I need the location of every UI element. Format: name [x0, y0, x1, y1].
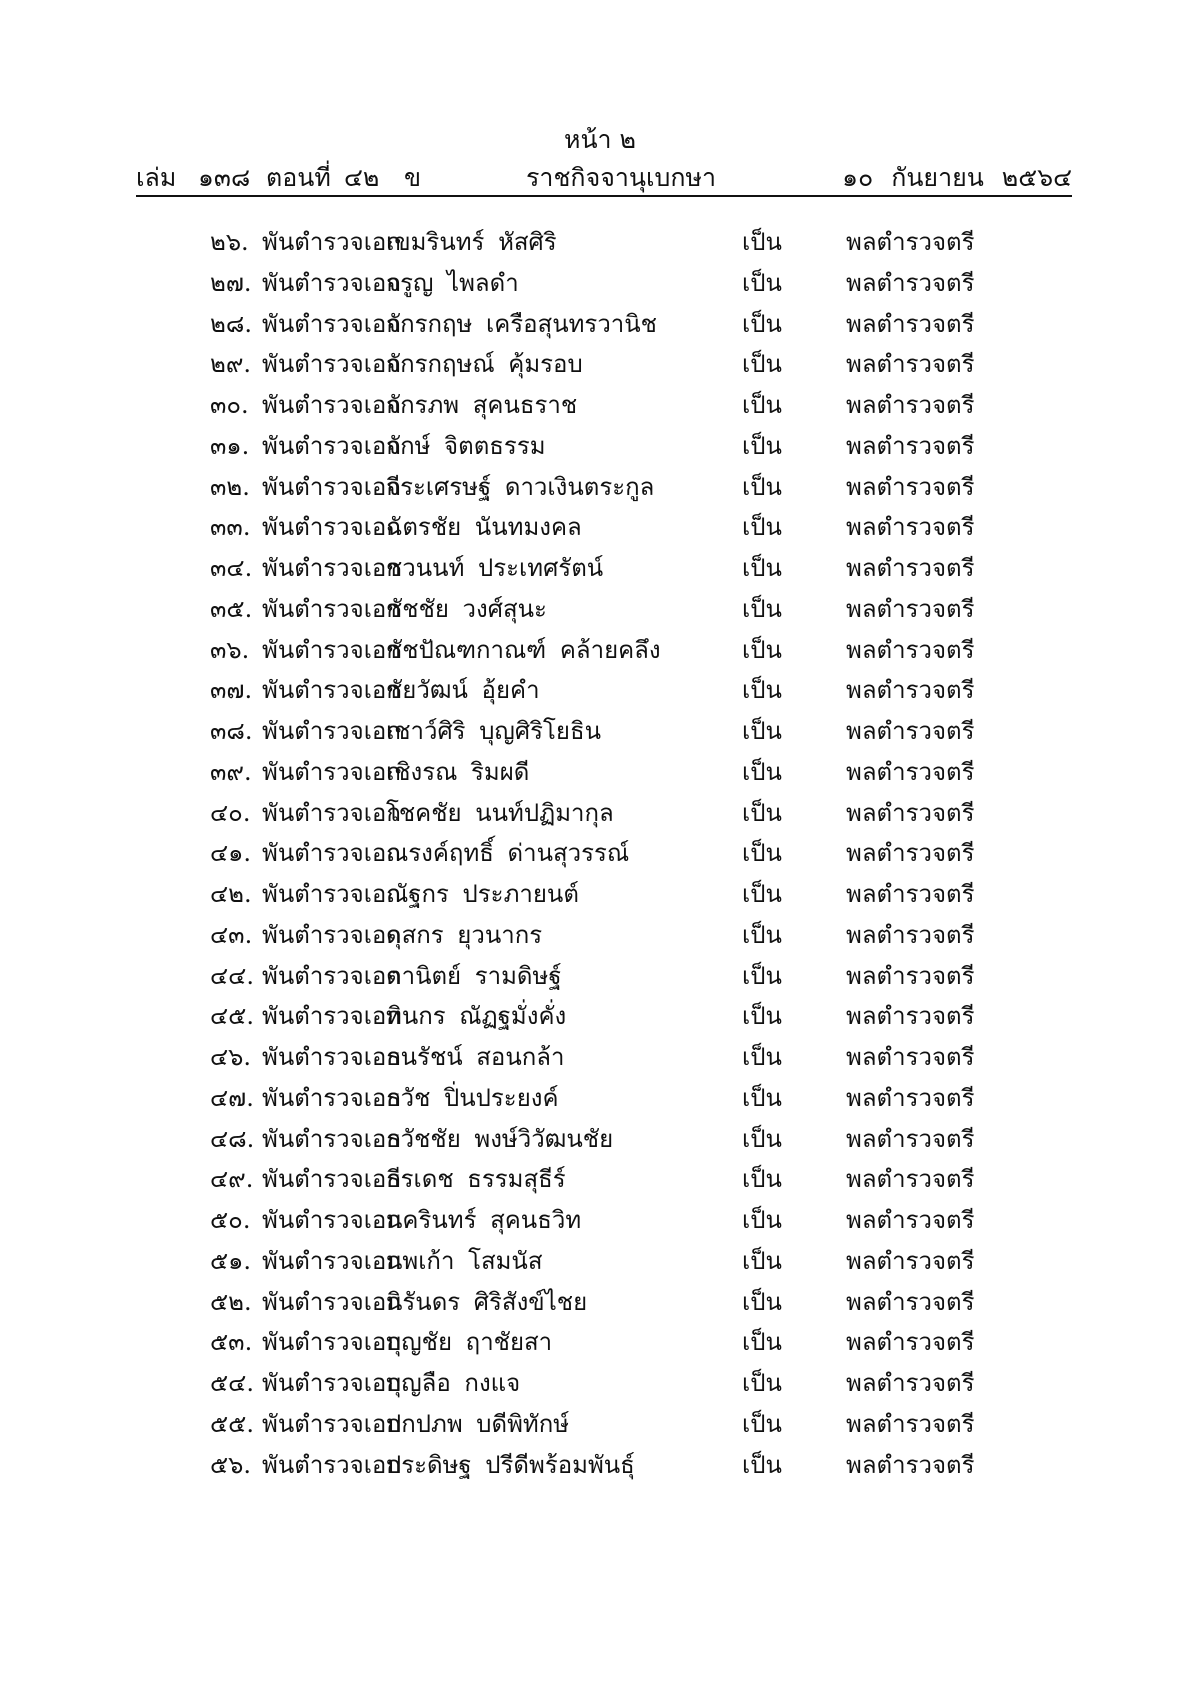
- entry-number: ๕๐.: [210, 1206, 251, 1234]
- officer-name: จักรภพ สุคนธราช: [386, 391, 578, 419]
- current-rank: พันตำรวจเอก: [262, 920, 401, 949]
- new-rank: พลตำรวจตรี: [846, 798, 975, 827]
- new-rank: พลตำรวจตรี: [846, 228, 975, 256]
- officer-name: ดุสกร ยุวนากร: [386, 920, 543, 949]
- officer-name: ปกปภพ บดีพิทักษ์: [386, 1409, 570, 1438]
- appointment-verb: เป็น: [742, 635, 782, 664]
- current-rank: พันตำรวจเอก: [262, 1165, 401, 1194]
- officer-name: เชิงรณ ริมผดี: [386, 757, 530, 786]
- new-rank: พลตำรวจตรี: [846, 880, 975, 908]
- new-rank: พลตำรวจตรี: [846, 635, 975, 664]
- entry-number: ๔๖.: [210, 1043, 252, 1071]
- entry-number: ๓๘.: [210, 717, 253, 745]
- officer-name: ธนรัชน์ สอนกล้า: [386, 1043, 565, 1071]
- current-rank: พันตำรวจเอก: [262, 554, 401, 582]
- officer-name: ณรงค์ฤทธิ์ ด่านสุวรรณ์: [386, 839, 630, 868]
- new-rank: พลตำรวจตรี: [846, 350, 975, 379]
- appointment-list: [0, 222, 1200, 1485]
- entry-number: ๓๕.: [210, 594, 253, 623]
- current-rank: พันตำรวจเอก: [262, 228, 401, 256]
- current-rank: พันตำรวจเอก: [262, 431, 401, 460]
- new-rank: พลตำรวจตรี: [846, 431, 975, 460]
- list-item: [0, 589, 1200, 630]
- list-item: [0, 1445, 1200, 1486]
- officer-name: โชคชัย นนท์ปฏิมากุล: [386, 798, 614, 827]
- officer-name: เชาว์ศิริ บุญศิริโยธิน: [386, 717, 602, 745]
- new-rank: พลตำรวจตรี: [846, 839, 975, 868]
- appointment-verb: เป็น: [742, 839, 782, 868]
- header-divider: [136, 195, 1072, 197]
- appointment-verb: เป็น: [742, 554, 782, 582]
- appointment-verb: เป็น: [742, 391, 782, 419]
- list-item: [0, 752, 1200, 793]
- page-number: หน้า ๒: [563, 125, 637, 154]
- gazette-header: [136, 158, 1072, 198]
- section-letter: ข: [404, 163, 422, 192]
- list-item: [0, 670, 1200, 711]
- officer-name: จักรกฤษ เครือสุนทรวานิช: [386, 309, 657, 338]
- entry-number: ๓๖.: [210, 635, 250, 664]
- officer-name: นิรันดร ศิริสังข์ไชย: [386, 1287, 588, 1316]
- new-rank: พลตำรวจตรี: [846, 391, 975, 419]
- officer-name: เขมรินทร์ หัสศิริ: [386, 228, 557, 256]
- officer-name: นพเก้า โสมนัส: [386, 1246, 543, 1275]
- publication-date: ๑๐ กันยายน ๒๕๖๔: [842, 163, 1072, 192]
- new-rank: พลตำรวจตรี: [846, 920, 975, 949]
- entry-number: ๕๕.: [210, 1409, 254, 1438]
- new-rank: พลตำรวจตรี: [846, 1043, 975, 1071]
- appointment-verb: เป็น: [742, 228, 782, 256]
- appointment-verb: เป็น: [742, 1450, 782, 1479]
- entry-number: ๒๗.: [210, 268, 252, 297]
- new-rank: พลตำรวจตรี: [846, 1287, 975, 1316]
- current-rank: พันตำรวจเอก: [262, 1409, 401, 1438]
- list-item: [0, 1200, 1200, 1241]
- new-rank: พลตำรวจตรี: [846, 1206, 975, 1234]
- appointment-verb: เป็น: [742, 961, 782, 990]
- appointment-verb: เป็น: [742, 1369, 782, 1397]
- officer-name: นครินทร์ สุคนธวิท: [386, 1206, 582, 1234]
- officer-name: บุญลือ กงแจ: [386, 1369, 521, 1397]
- appointment-verb: เป็น: [742, 1165, 782, 1194]
- officer-name: ชวนนท์ ประเทศรัตน์: [386, 554, 604, 582]
- new-rank: พลตำรวจตรี: [846, 1246, 975, 1275]
- entry-number: ๓๔.: [210, 554, 253, 582]
- list-item: [0, 1404, 1200, 1445]
- list-item: [0, 1363, 1200, 1404]
- entry-number: ๕๖.: [210, 1450, 252, 1479]
- new-rank: พลตำรวจตรี: [846, 1328, 975, 1357]
- current-rank: พันตำรวจเอก: [262, 880, 401, 908]
- new-rank: พลตำรวจตรี: [846, 268, 975, 297]
- entry-number: ๔๘.: [210, 1124, 255, 1153]
- new-rank: พลตำรวจตรี: [846, 757, 975, 786]
- appointment-verb: เป็น: [742, 309, 782, 338]
- current-rank: พันตำรวจเอก: [262, 472, 401, 501]
- appointment-verb: เป็น: [742, 1409, 782, 1438]
- list-item: [0, 874, 1200, 915]
- list-item: [0, 426, 1200, 467]
- new-rank: พลตำรวจตรี: [846, 1002, 975, 1031]
- appointment-verb: เป็น: [742, 594, 782, 623]
- entry-number: ๔๕.: [210, 1002, 254, 1031]
- list-item: [0, 956, 1200, 997]
- entry-number: ๓๙.: [210, 757, 252, 786]
- list-item: [0, 1078, 1200, 1119]
- list-item: [0, 1322, 1200, 1363]
- current-rank: พันตำรวจเอก: [262, 839, 401, 868]
- appointment-verb: เป็น: [742, 472, 782, 501]
- officer-name: จีระเศรษฐ์ ดาวเงินตระกูล: [386, 472, 655, 501]
- current-rank: พันตำรวจเอก: [262, 1287, 401, 1316]
- list-item: [0, 793, 1200, 834]
- appointment-verb: เป็น: [742, 350, 782, 379]
- entry-number: ๓๗.: [210, 676, 253, 705]
- entry-number: ๔๑.: [210, 839, 252, 868]
- appointment-verb: เป็น: [742, 1328, 782, 1357]
- current-rank: พันตำรวจเอก: [262, 1124, 401, 1153]
- officer-name: ธวัช ปิ่นประยงค์: [386, 1083, 559, 1112]
- current-rank: พันตำรวจเอก: [262, 1450, 401, 1479]
- entry-number: ๓๑.: [210, 431, 250, 460]
- new-rank: พลตำรวจตรี: [846, 1409, 975, 1438]
- new-rank: พลตำรวจตรี: [846, 1083, 975, 1112]
- current-rank: พันตำรวจเอก: [262, 757, 401, 786]
- appointment-verb: เป็น: [742, 880, 782, 908]
- list-item: [0, 548, 1200, 589]
- list-item: [0, 1159, 1200, 1200]
- new-rank: พลตำรวจตรี: [846, 594, 975, 623]
- new-rank: พลตำรวจตรี: [846, 554, 975, 582]
- list-item: [0, 344, 1200, 385]
- officer-name: ประดิษฐ ปรีดีพร้อมพันธุ์: [386, 1450, 635, 1479]
- list-item: [0, 996, 1200, 1037]
- current-rank: พันตำรวจเอก: [262, 391, 401, 419]
- entry-number: ๓๒.: [210, 472, 250, 501]
- current-rank: พันตำรวจเอก: [262, 594, 401, 623]
- entry-number: ๔๗.: [210, 1083, 254, 1112]
- list-item: [0, 1037, 1200, 1078]
- current-rank: พันตำรวจเอก: [262, 1002, 401, 1031]
- appointment-verb: เป็น: [742, 1246, 782, 1275]
- current-rank: พันตำรวจเอก: [262, 798, 401, 827]
- list-item: [0, 915, 1200, 956]
- officer-name: ฉัตรชัย นันทมงคล: [386, 513, 582, 542]
- issue-label: ตอนที่: [266, 163, 331, 192]
- entry-number: ๔๐.: [210, 798, 251, 827]
- entry-number: ๒๘.: [210, 309, 252, 338]
- current-rank: พันตำรวจเอก: [262, 1043, 401, 1071]
- current-rank: พันตำรวจเอก: [262, 268, 401, 297]
- current-rank: พันตำรวจเอก: [262, 961, 401, 990]
- list-item: [0, 711, 1200, 752]
- new-rank: พลตำรวจตรี: [846, 309, 975, 338]
- current-rank: พันตำรวจเอก: [262, 1369, 401, 1397]
- officer-name: ชัชปัณฑกาณฑ์ คล้ายคลึง: [386, 635, 661, 664]
- appointment-verb: เป็น: [742, 920, 782, 949]
- entry-number: ๕๔.: [210, 1369, 254, 1397]
- appointment-verb: เป็น: [742, 798, 782, 827]
- current-rank: พันตำรวจเอก: [262, 1206, 401, 1234]
- list-item: [0, 630, 1200, 671]
- list-item: [0, 467, 1200, 508]
- list-item: [0, 1119, 1200, 1160]
- appointment-verb: เป็น: [742, 1206, 782, 1234]
- entry-number: ๔๓.: [210, 920, 253, 949]
- list-item: [0, 222, 1200, 263]
- appointment-verb: เป็น: [742, 1002, 782, 1031]
- appointment-verb: เป็น: [742, 717, 782, 745]
- officer-name: จักษ์ จิตตธรรม: [386, 431, 546, 460]
- entry-number: ๔๒.: [210, 880, 252, 908]
- appointment-verb: เป็น: [742, 431, 782, 460]
- current-rank: พันตำรวจเอก: [262, 309, 401, 338]
- new-rank: พลตำรวจตรี: [846, 1450, 975, 1479]
- list-item: [0, 1282, 1200, 1323]
- officer-name: ทินกร ณัฏฐมั่งคั่ง: [386, 1002, 567, 1031]
- current-rank: พันตำรวจเอก: [262, 717, 401, 745]
- entry-number: ๔๙.: [210, 1165, 254, 1194]
- volume-label: เล่ม: [136, 163, 177, 192]
- list-item: [0, 304, 1200, 345]
- entry-number: ๓๓.: [210, 513, 251, 542]
- current-rank: พันตำรวจเอก: [262, 513, 401, 542]
- appointment-verb: เป็น: [742, 1043, 782, 1071]
- list-item: [0, 833, 1200, 874]
- entry-number: ๕๓.: [210, 1328, 253, 1357]
- officer-name: บุญชัย ฤาชัยสา: [386, 1328, 553, 1357]
- officer-name: ชัชชัย วงศ์สุนะ: [386, 594, 547, 623]
- list-item: [0, 385, 1200, 426]
- new-rank: พลตำรวจตรี: [846, 513, 975, 542]
- new-rank: พลตำรวจตรี: [846, 1124, 975, 1153]
- current-rank: พันตำรวจเอก: [262, 635, 401, 664]
- new-rank: พลตำรวจตรี: [846, 472, 975, 501]
- list-item: [0, 1241, 1200, 1282]
- current-rank: พันตำรวจเอก: [262, 1083, 401, 1112]
- current-rank: พันตำรวจเอก: [262, 350, 401, 379]
- entry-number: ๕๒.: [210, 1287, 252, 1316]
- current-rank: พันตำรวจเอก: [262, 676, 401, 705]
- appointment-verb: เป็น: [742, 676, 782, 705]
- gazette-name: ราชกิจจานุเบกษา: [526, 163, 717, 192]
- new-rank: พลตำรวจตรี: [846, 717, 975, 745]
- entry-number: ๓๐.: [210, 391, 249, 419]
- officer-name: ตานิตย์ รามดิษฐ์: [386, 961, 562, 990]
- list-item: [0, 507, 1200, 548]
- officer-name: จักรกฤษณ์ คุ้มรอบ: [386, 350, 583, 379]
- appointment-verb: เป็น: [742, 513, 782, 542]
- current-rank: พันตำรวจเอก: [262, 1246, 401, 1275]
- officer-name: ชัยวัฒน์ อุ้ยคำ: [386, 676, 540, 705]
- entry-number: ๕๑.: [210, 1246, 252, 1275]
- entry-number: ๒๙.: [210, 350, 252, 379]
- issue-number: ๔๒: [344, 163, 380, 192]
- appointment-verb: เป็น: [742, 1287, 782, 1316]
- new-rank: พลตำรวจตรี: [846, 1165, 975, 1194]
- appointment-verb: เป็น: [742, 268, 782, 297]
- list-item: [0, 263, 1200, 304]
- new-rank: พลตำรวจตรี: [846, 676, 975, 705]
- current-rank: พันตำรวจเอก: [262, 1328, 401, 1357]
- officer-name: จรูญ ไพลดำ: [386, 268, 519, 297]
- officer-name: ณัฐกร ประภายนต์: [386, 880, 579, 908]
- officer-name: ธีรเดช ธรรมสุธีร์: [386, 1165, 566, 1194]
- volume-number: ๑๓๘: [198, 163, 251, 192]
- appointment-verb: เป็น: [742, 1083, 782, 1112]
- officer-name: ธวัชชัย พงษ์วิวัฒนชัย: [386, 1124, 614, 1153]
- entry-number: ๔๔.: [210, 961, 254, 990]
- appointment-verb: เป็น: [742, 1124, 782, 1153]
- appointment-verb: เป็น: [742, 757, 782, 786]
- new-rank: พลตำรวจตรี: [846, 1369, 975, 1397]
- new-rank: พลตำรวจตรี: [846, 961, 975, 990]
- entry-number: ๒๖.: [210, 228, 249, 256]
